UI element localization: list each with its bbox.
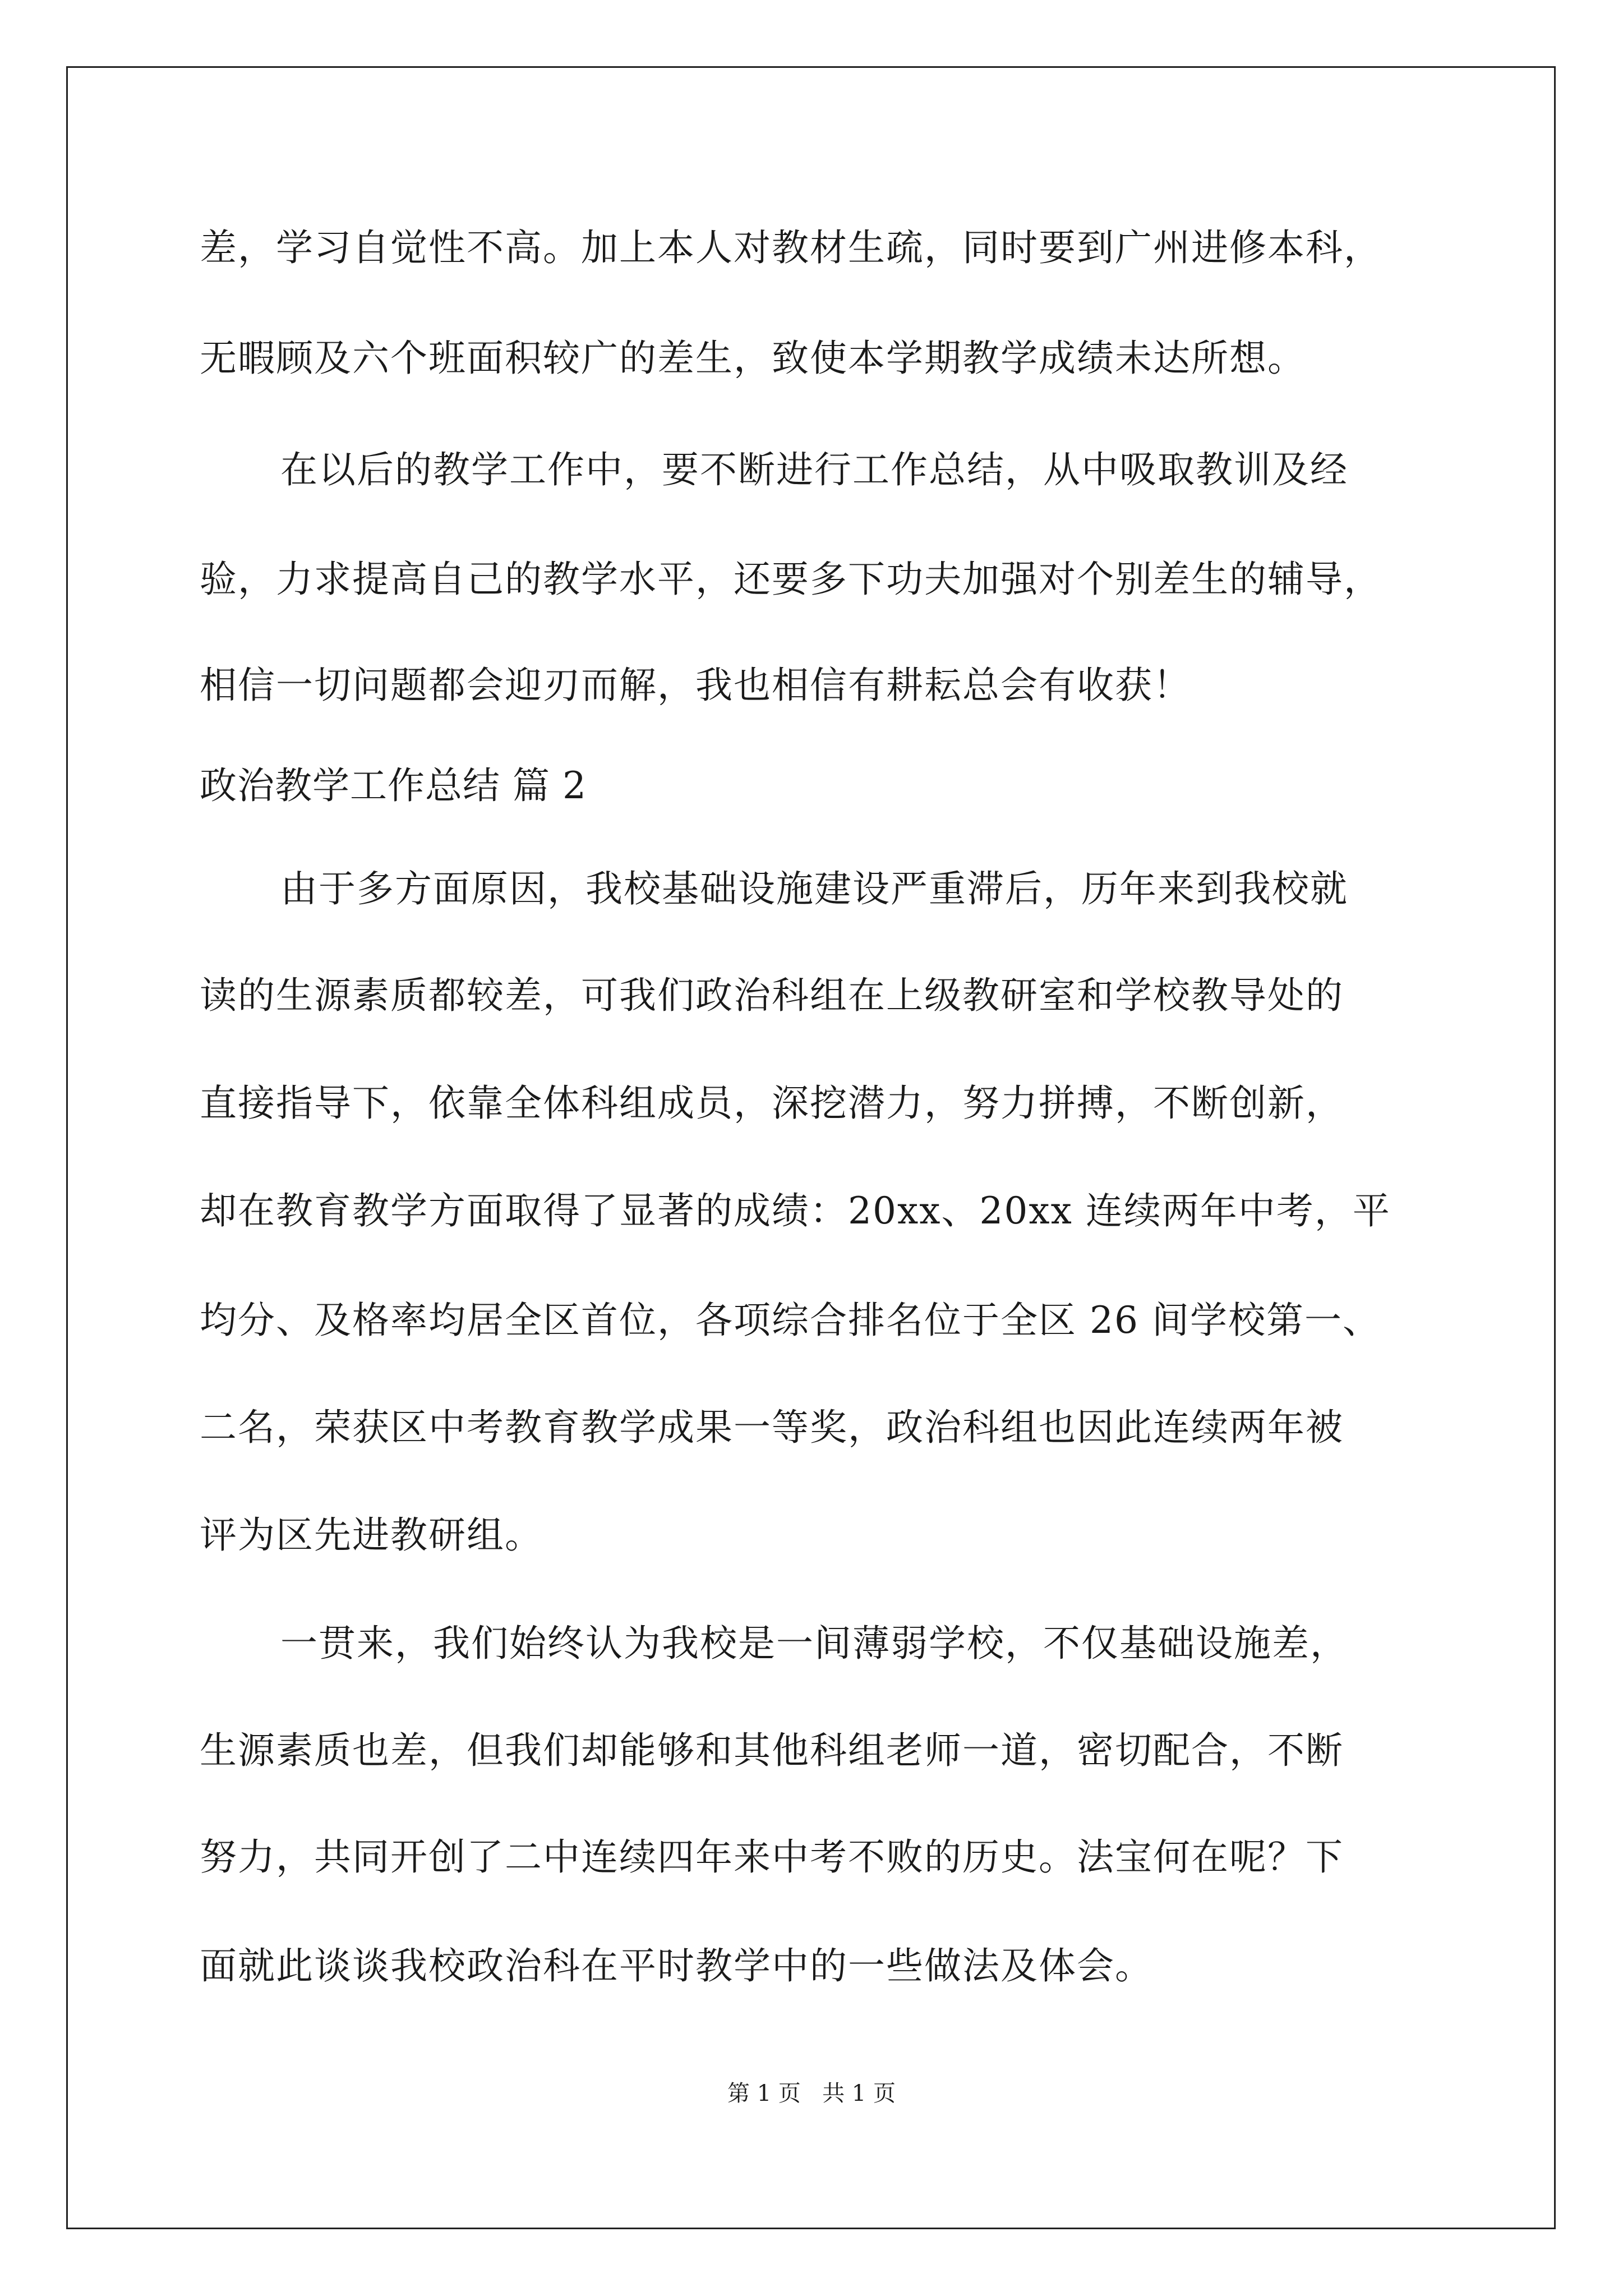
page-border bbox=[66, 66, 1556, 2229]
paragraph-line: 直接指导下，依靠全体科组成员，深挖潜力，努力拼搏，不断创新， bbox=[200, 1082, 1344, 1125]
paragraph-line: 在以后的教学工作中，要不断进行工作总结，从中吸取教训及经 bbox=[280, 448, 1348, 491]
paragraph-line: 由于多方面原因，我校基础设施建设严重滞后，历年来到我校就 bbox=[280, 867, 1348, 910]
paragraph-line: 努力，共同开创了二中连续四年来中考不败的历史。法宝何在呢？下 bbox=[200, 1835, 1344, 1879]
paragraph-line: 验，力求提高自己的教学水平，还要多下功夫加强对个别差生的辅导， bbox=[200, 558, 1382, 601]
paragraph-line: 生源素质也差，但我们却能够和其他科组老师一道，密切配合，不断 bbox=[200, 1729, 1344, 1772]
paragraph-line: 二名，荣获区中考教育教学成果一等奖，政治科组也因此连续两年被 bbox=[200, 1406, 1344, 1449]
paragraph-line: 评为区先进教研组。 bbox=[200, 1513, 543, 1557]
paragraph-line: 读的生源素质都较差，可我们政治科组在上级教研室和学校教导处的 bbox=[200, 974, 1344, 1017]
section-heading: 政治教学工作总结 篇 2 bbox=[200, 764, 587, 807]
paragraph-line: 一贯来，我们始终认为我校是一间薄弱学校，不仅基础设施差， bbox=[280, 1622, 1348, 1665]
paragraph-line: 相信一切问题都会迎刃而解，我也相信有耕耘总会有收获！ bbox=[200, 664, 1191, 707]
paragraph-line: 却在教育教学方面取得了显著的成绩：20xx、20xx 连续两年中考，平 bbox=[200, 1189, 1391, 1232]
paragraph-line: 差，学习自觉性不高。加上本人对教材生疏，同时要到广州进修本科， bbox=[200, 226, 1382, 269]
page-footer: 第 1 页 共 1 页 bbox=[727, 2081, 896, 2106]
paragraph-line: 面就此谈谈我校政治科在平时教学中的一些做法及体会。 bbox=[200, 1944, 1153, 1987]
paragraph-line: 均分、及格率均居全区首位，各项综合排名位于全区 26 间学校第一、 bbox=[200, 1299, 1381, 1342]
paragraph-line: 无暇顾及六个班面积较广的差生，致使本学期教学成绩未达所想。 bbox=[200, 337, 1306, 380]
